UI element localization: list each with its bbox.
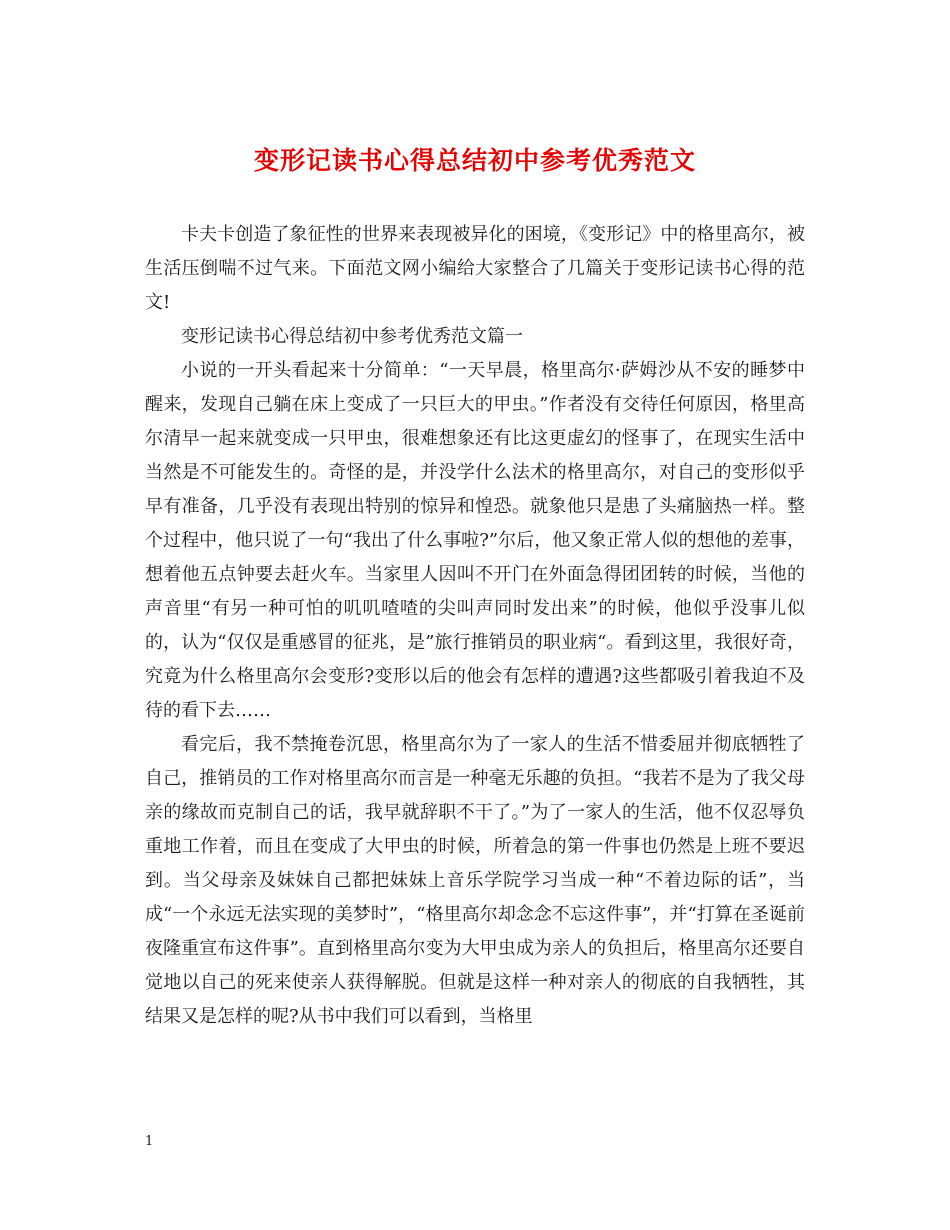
page-number: 1 [145, 1134, 154, 1149]
paragraph-body-2: 看完后，我不禁掩卷沉思，格里高尔为了一家人的生活不惜委屈并彻底牺牲了自己，推销员的工作对格里高尔而言是一种毫无乐趣的负担。“我若不是为了我父母亲的缘故而克制自己的话，我早就辞职不干了。”为了一家人的生活，他不仅忍辱负重地工作着，而且在变成了大甲虫的时候，所着急的第一件事也仍然是上班不要迟到。当父母亲及妹妹自己都把妹妹上音乐学院学习当成一种“不着边际的话”，当成“一个永远无法实现的美梦时”，“格里高尔却念念不忘这件事”，并“打算在圣诞前夜隆重宣布这件事”。直到格里高尔变为大甲虫成为亲人的负担后，格里高尔还要自觉地以自己的死来使亲人获得解脱。但就是这样一种对亲人的彻底的自我牺牲，其结果又是怎样的呢?从书中我们可以看到，当格里 [145, 734, 805, 1027]
document-body [145, 218, 805, 1034]
paragraph-section-heading: 变形记读书心得总结初中参考优秀范文篇一 [181, 326, 523, 347]
document-title: 变形记读书心得总结初中参考优秀范文 [253, 146, 696, 175]
paragraph-intro: 卡夫卡创造了象征性的世界来表现被异化的困境，《变形记》中的格里高尔，被生活压倒喘不过气来。下面范文网小编给大家整合了几篇关于变形记读书心得的范文! [145, 224, 805, 313]
paragraph-body-1: 小说的一开头看起来十分简单：“一天早晨，格里高尔·萨姆沙从不安的睡梦中醒来，发现自己躺在床上变成了一只巨大的甲虫。”作者没有交待任何原因，格里高尔清早一起来就变成一只甲虫，很难想象还有比这更虚幻的怪事了，在现实生活中当然是不可能发生的。奇怪的是，并没学什么法术的格里高尔，对自己的变形似乎早有准备，几乎没有表现出特别的惊异和惶恐。就象他只是患了头痛脑热一样。整个过程中，他只说了一句“我出了什么事啦?”尔后，他又象正常人似的想他的差事，想着他五点钟要去赶火车。当家里人因叫不开门在外面急得团团转的时候，当他的声音里“有另一种可怕的叽叽喳喳的尖叫声同时发出来”的时候，他似乎没事儿似的，认为“仅仅是重感冒的征兆，是”旅行推销员的职业病“。看到这里，我很好奇，究竟为什么格里高尔会变形?变形以后的他会有怎样的遭遇?这些都吸引着我迫不及待的看下去…… [145, 360, 805, 721]
